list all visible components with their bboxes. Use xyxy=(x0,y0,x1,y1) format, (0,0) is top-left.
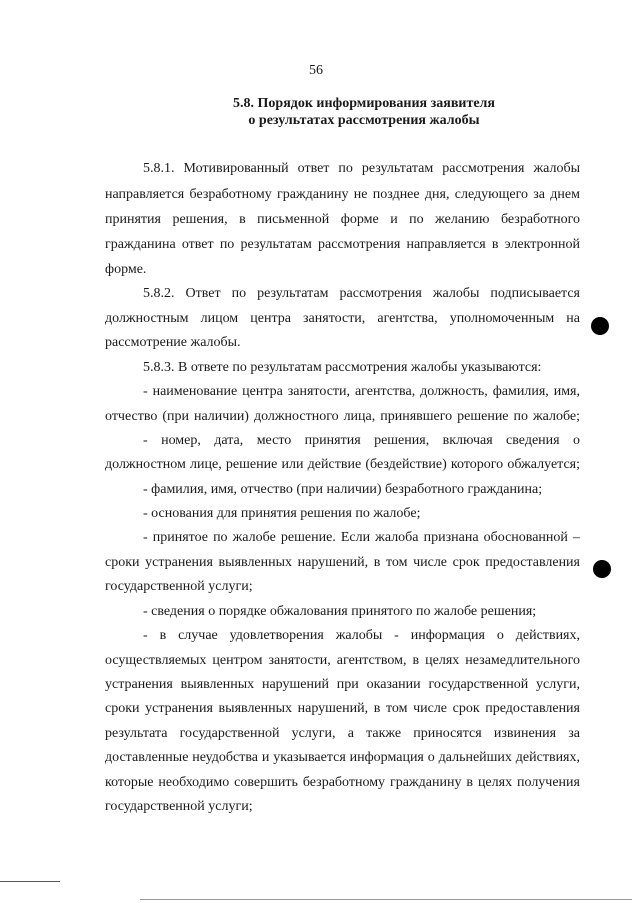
text-line: рассмотрение жалобы. xyxy=(105,335,241,350)
text-line: должностном лице, решение или действие (бездействие) которого обжалуется; xyxy=(105,457,580,472)
text-line: осуществляемых центром занятости, агентством, в целях незамедлительного xyxy=(105,653,580,668)
text-line: государственной услуги; xyxy=(105,579,253,594)
text-line: - сведения о порядке обжалования принятого по жалобе решения; xyxy=(143,604,537,619)
text-line: 5.8.2. Ответ по результатам рассмотрения жалобы подписывается xyxy=(143,286,580,301)
text-line: гражданина ответ по результатам рассмотрения направляется в электронной xyxy=(105,237,580,252)
text-line: доставленные неудобства и указывается информация о дальнейших действиях, xyxy=(105,750,580,765)
text-line: форме. xyxy=(105,262,147,277)
section-heading xyxy=(0,95,632,129)
text-line: - фамилия, имя, отчество (при наличии) безработного гражданина; xyxy=(143,482,543,497)
punch-hole-mark xyxy=(593,560,611,578)
text-line: 5.8.3. В ответе по результатам рассмотрения жалобы указываются: xyxy=(143,360,542,375)
text-line: которые необходимо совершить безработному гражданину в целях получения xyxy=(105,775,580,790)
text-line: результата государственной услуги, а также приносятся извинения за xyxy=(105,726,580,741)
heading-line: 5.8. Порядок информирования заявителя xyxy=(233,96,495,111)
page-number: 56 xyxy=(309,63,323,78)
punch-hole-mark xyxy=(591,317,609,335)
text-line: сроки устранения выявленных нарушений, в том числе срок предоставления xyxy=(105,555,580,570)
text-line: - основания для принятия решения по жалобе; xyxy=(143,506,421,521)
heading-line: о результатах рассмотрения жалобы xyxy=(248,113,480,128)
scan-edge-line xyxy=(0,881,60,882)
text-line: 5.8.1. Мотивированный ответ по результатам рассмотрения жалобы xyxy=(143,161,580,176)
text-line: - наименование центра занятости, агентства, должность, фамилия, имя, xyxy=(143,384,580,399)
text-line: отчество (при наличии) должностного лица, принявшего решение по жалобе; xyxy=(105,409,580,424)
text-line: государственной услуги; xyxy=(105,799,253,814)
text-line: - принятое по жалобе решение. Если жалоба признана обоснованной – xyxy=(143,530,580,545)
text-line: сроки устранения выявленных нарушений, в том числе срок предоставления xyxy=(105,701,580,716)
text-line: должностным лицом центра занятости, агентства, уполномоченным на xyxy=(105,311,580,326)
text-line: - номер, дата, место принятия решения, включая сведения о xyxy=(143,433,580,448)
text-line: направляется безработному гражданину не позднее дня, следующего за днем xyxy=(105,187,580,202)
text-line: - в случае удовлетворения жалобы - информация о действиях, xyxy=(143,628,580,643)
text-line: устранения выявленных нарушений при оказании государственной услуги, xyxy=(105,677,580,692)
scan-edge-line xyxy=(140,899,632,900)
text-line: принятия решения, в письменной форме и по желанию безработного xyxy=(105,212,580,227)
